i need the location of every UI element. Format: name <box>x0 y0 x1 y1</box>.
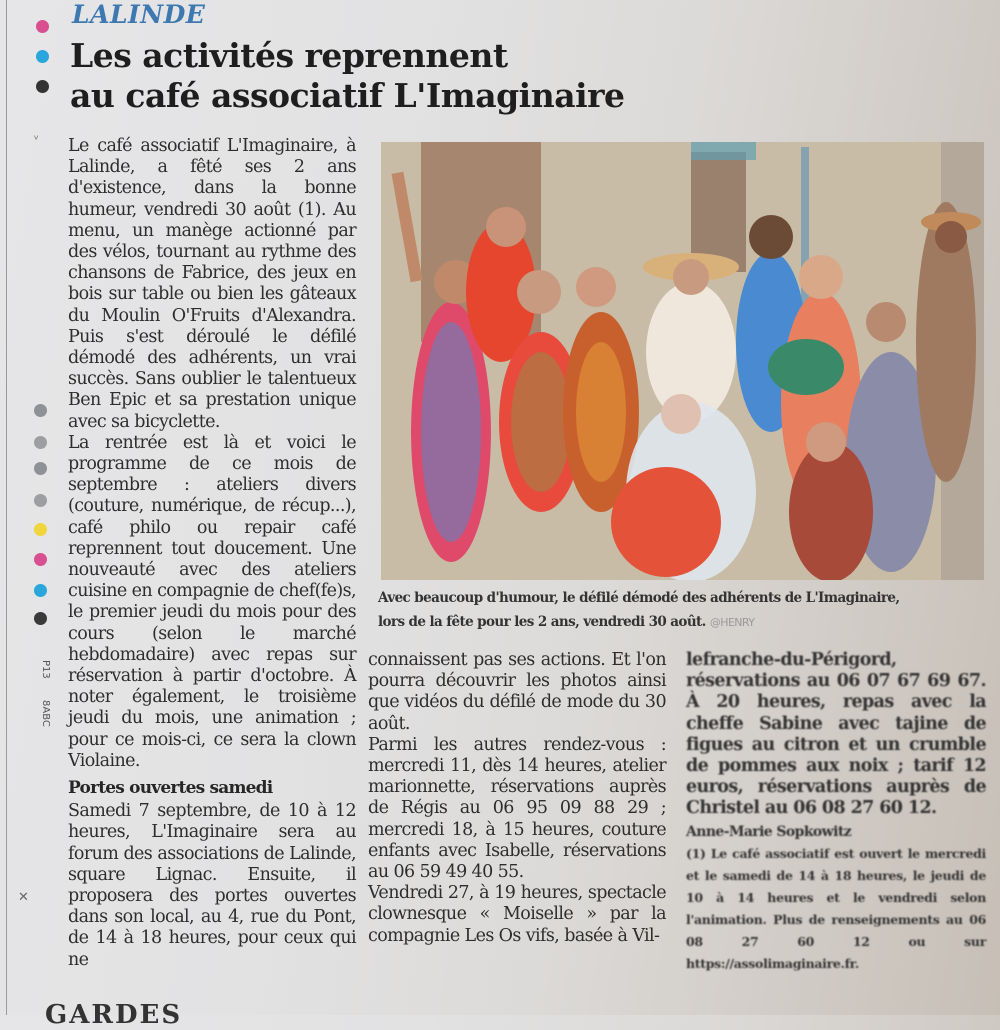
body-paragraph: Samedi 7 septembre, de 10 à 12 heures, L'Imaginaire sera au forum des associations de Lalinde, square Lignac. Ensuite, il proposera des portes ouvertes dans son local, au 4, rue du Pont, de 14 à 18 heures, pour ceux qui ne <box>68 801 356 970</box>
registration-dot-black <box>34 612 47 625</box>
photo-group-costumed-people <box>381 142 984 580</box>
footnote: (1) Le café associatif est ouvert le mercredi et le samedi de 14 à 18 heures, le jeudi de 10 à 14 heures et le vendredi selon l'animation. Plus de renseignements au 06 08 27 60 12 ou sur https://assolimaginaire.fr. <box>686 845 986 971</box>
subheading: Portes ouvertes samedi <box>68 778 273 798</box>
page-margin-line <box>6 0 7 1015</box>
section-rubric: LALINDE <box>72 0 206 29</box>
registration-dot-cyan <box>36 50 49 63</box>
author-signature: Anne-Marie Sopkowitz <box>686 823 852 840</box>
caption-line-2-text: lors de la fête pour les 2 ans, vendredi 30 août. <box>378 614 706 630</box>
caption-line-1: Avec beaucoup d'humour, le défilé démodé des adhérents de L'Imaginaire, <box>378 590 900 606</box>
registration-dot-black <box>36 80 49 93</box>
body-paragraph: connaissent pas ses actions. Et l'on pourra découvrir les photos ainsi que vidéos du défilé de mode du 30 août. <box>368 650 666 734</box>
caption-line-2 <box>378 610 998 635</box>
next-article-headline-fragment: GARDES <box>45 1000 183 1030</box>
photo-credit: @HENRY <box>709 616 755 629</box>
photo-caption <box>378 586 998 635</box>
article-column-2 <box>368 650 666 947</box>
registration-dot-magenta <box>36 20 49 33</box>
article-column-3 <box>686 650 986 975</box>
crop-mark: ✕ <box>18 890 29 905</box>
edition-code: 8ABC <box>40 700 51 727</box>
registration-dot-gray <box>34 436 47 449</box>
body-paragraph: Le café associatif L'Imaginaire, à Lalinde, a fêté ses 2 ans d'existence, dans la bonne humeur, vendredi 30 août (1). Au menu, un manège actionné par des vélos, tournant au rythme des chansons de Fabrice, des jeux en bois sur table ou bien les gâteaux du Moulin O'Fruits d'Alexandra. Puis s'est déroulé le défilé démodé des adhérents, un vrai succès. Sans oublier le talentueux Ben Epic et sa prestation unique avec sa bicyclette. <box>68 136 356 432</box>
registration-dot-gray <box>34 494 47 507</box>
registration-dot-yellow <box>34 523 47 536</box>
registration-dot-gray <box>34 462 47 475</box>
article-column-1 <box>68 136 356 772</box>
registration-dot-magenta <box>34 553 47 566</box>
headline <box>70 36 930 116</box>
page-code: P13 <box>40 660 51 679</box>
registration-dot-cyan <box>34 584 47 597</box>
body-paragraph: La rentrée est là et voici le programme de ce mois de septembre : ateliers divers (couture, numérique, de récup...), café philo ou repair café reprennent tout doucement. Une nouveauté avec des ateliers cuisine en compagnie de chef(fe)s, le premier jeudi du mois pour des cours (selon le marché hebdomadaire) avec repas sur réservation à partir d'octobre. À noter également, le troisième jeudi du mois, une animation ; pour ce mois-ci, ce sera la clown Violaine. <box>68 432 356 771</box>
headline-line-1: Les activités reprennent <box>70 36 508 75</box>
body-paragraph: Vendredi 27, à 19 heures, spectacle clownesque « Moiselle » par la compagnie Les Os vifs, basée à Vil- <box>368 883 666 946</box>
article-photo <box>381 142 984 580</box>
registration-dot-gray <box>34 404 47 417</box>
headline-line-2: au café associatif L'Imaginaire <box>70 76 625 115</box>
body-paragraph: Parmi les autres rendez-vous : mercredi 11, dès 14 heures, atelier marionnette, réservations auprès de Régis au 06 95 09 88 29 ; mercredi 18, à 15 heures, couture enfants avec Isabelle, réservations au 06 59 49 40 55. <box>368 734 666 883</box>
crop-mark: ⱽ <box>34 135 39 146</box>
body-paragraph: lefranche-du-Périgord, réservations au 06 07 67 69 67. À 20 heures, repas avec la cheffe Sabine avec tajine de figues au citron et un crumble de pommes aux noix ; tarif 12 euros, réservations auprès de Christel au 06 08 27 60 12. <box>686 650 986 819</box>
article-column-1-lower <box>68 778 356 971</box>
